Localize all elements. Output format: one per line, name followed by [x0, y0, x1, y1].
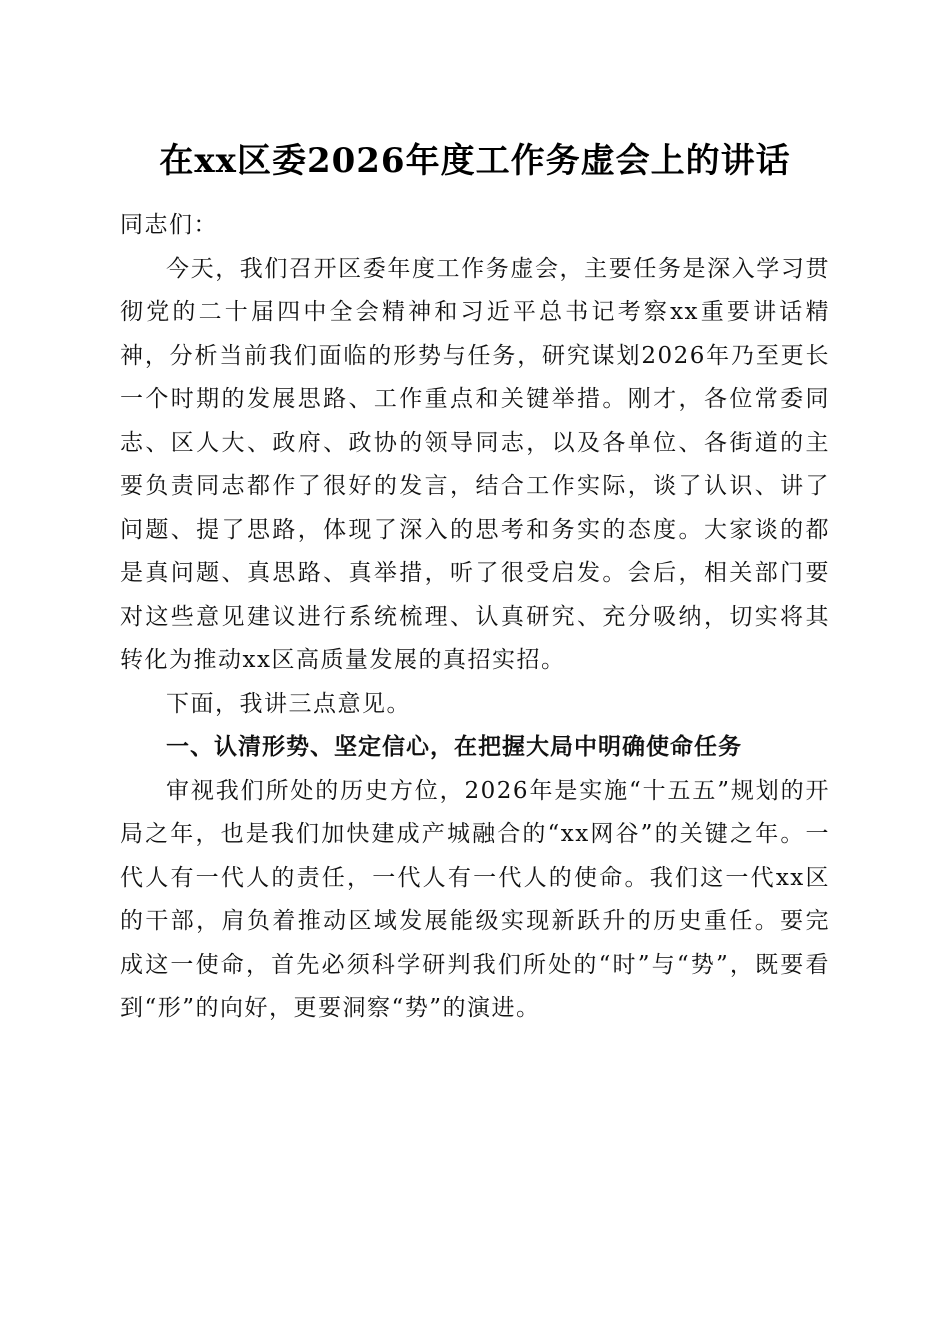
- paragraph-opening: 今天，我们召开区委年度工作务虚会，主要任务是深入学习贯彻党的二十届四中全会精神和习近平总书记考察xx重要讲话精神，分析当前我们面临的形势与任务，研究谋划2026年乃至更长一个时期的发展思路、工作重点和关键举措。刚才，各位常委同志、区人大、政府、政协的领导同志，以及各单位、各街道的主要负责同志都作了很好的发言，结合工作实际，谈了认识、讲了问题、提了思路，体现了深入的思考和务实的态度。大家谈的都是真问题、真思路、真举措，听了很受启发。会后，相关部门要对这些意见建议进行系统梳理、认真研究、充分吸纳，切实将其转化为推动xx区高质量发展的真招实招。: [120, 255, 830, 673]
- document-title: 在xx区委2026年度工作务虚会上的讲话: [159, 141, 791, 181]
- section-paragraph-1: 审视我们所处的历史方位，2026年是实施“十五五”规划的开局之年，也是我们加快建成产城融合的“xx网谷”的关键之年。一代人有一代人的责任，一代人有一代人的使命。我们这一代xx区的干部，肩负着推动区域发展能级实现新跃升的历史重任。要完成这一使命，首先必须科学研判我们所处的“时”与“势”，既要看到“形”的向好，更要洞察“势”的演进。: [120, 777, 830, 1021]
- section-heading-1: 一、认清形势、坚定信心，在把握大局中明确使命任务: [166, 734, 742, 760]
- document-body: [120, 204, 830, 1031]
- salutation: 同志们：: [120, 212, 218, 238]
- paragraph-transition: 下面，我讲三点意见。: [166, 690, 411, 717]
